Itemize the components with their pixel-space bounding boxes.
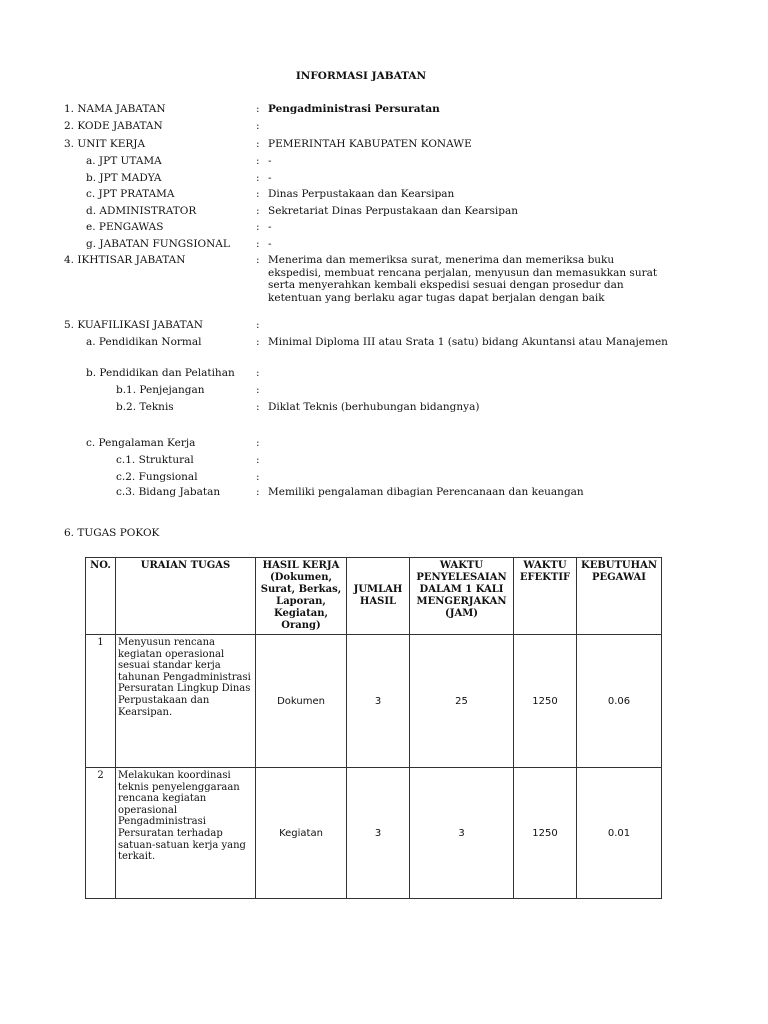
table-row — [86, 635, 662, 768]
field-value: Menerima dan memeriksa surat, menerima dan memeriksa buku ekspedisi, membuat rencana perjalan, menyusun dan memasukkan surat serta menyerahkan kembali ekspedisi sesuai dengan prosedur dan ketentuan yang berlaku agar tugas dapat berjalan dengan baik — [268, 254, 658, 304]
cell-kebutuhan-pegawai: 0.01 — [577, 768, 662, 899]
field-label: 1. NAMA JABATAN — [64, 103, 166, 115]
cell-no: 2 — [86, 768, 116, 899]
field-label: 4. IKHTISAR JABATAN — [64, 254, 186, 266]
field-colon: : — [256, 103, 260, 115]
field-label: b. JPT MADYA — [86, 172, 162, 184]
field-colon: : — [256, 238, 260, 250]
field-label: c.2. Fungsional — [116, 471, 198, 483]
field-colon: : — [256, 221, 260, 233]
field-value: Dinas Perpustakaan dan Kearsipan — [268, 188, 455, 200]
header-no: NO. — [86, 558, 116, 635]
field-colon: : — [256, 336, 260, 348]
header-jumlah-hasil: JUMLAH HASIL — [347, 558, 410, 635]
field-label: c. Pengalaman Kerja — [86, 437, 196, 449]
field-label: 2. KODE JABATAN — [64, 120, 163, 132]
field-label: d. ADMINISTRATOR — [86, 205, 197, 217]
field-colon: : — [256, 367, 260, 379]
cell-hasil-kerja: Kegiatan — [256, 768, 347, 899]
field-colon: : — [256, 205, 260, 217]
cell-waktu-efektif: 1250 — [514, 635, 577, 768]
field-value: Sekretariat Dinas Perpustakaan dan Kearsipan — [268, 205, 518, 217]
field-label: e. PENGAWAS — [86, 221, 164, 233]
field-colon: : — [256, 172, 260, 184]
table-row — [86, 768, 662, 899]
field-colon: : — [256, 471, 260, 483]
section-heading: 6. TUGAS POKOK — [64, 527, 160, 539]
field-label: 5. KUAFILIKASI JABATAN — [64, 319, 203, 331]
field-colon: : — [256, 486, 260, 498]
field-value: Memiliki pengalaman dibagian Perencanaan dan keuangan — [268, 486, 584, 498]
field-value: Pengadministrasi Persuratan — [268, 103, 440, 115]
field-colon: : — [256, 401, 260, 413]
table-header-row — [86, 558, 662, 635]
cell-waktu-penyelesaian: 3 — [410, 768, 514, 899]
field-value: - — [268, 238, 272, 250]
cell-jumlah-hasil: 3 — [347, 768, 410, 899]
field-colon: : — [256, 188, 260, 200]
tugas-pokok-table — [85, 557, 662, 899]
header-hasil-kerja: HASIL KERJA (Dokumen, Surat, Berkas, Laporan, Kegiatan, Orang) — [256, 558, 347, 635]
field-value: - — [268, 221, 272, 233]
field-label: 3. UNIT KERJA — [64, 138, 146, 150]
field-value: - — [268, 172, 272, 184]
field-label: b. Pendidikan dan Pelatihan — [86, 367, 235, 379]
cell-uraian-tugas: Menyusun rencana kegiatan operasional sesuai standar kerja tahunan Pengadministrasi Persuratan Lingkup Dinas Perpustakaan dan Kearsipan. — [116, 635, 256, 768]
cell-uraian-tugas: Melakukan koordinasi teknis penyelenggaraan rencana kegiatan operasional Pengadministrasi Persuratan terhadap satuan-satuan kerja yang terkait. — [116, 768, 256, 899]
field-label: b.2. Teknis — [116, 401, 174, 413]
header-waktu-efektif: WAKTU EFEKTIF — [514, 558, 577, 635]
field-colon: : — [256, 454, 260, 466]
document-title: INFORMASI JABATAN — [295, 70, 427, 82]
cell-kebutuhan-pegawai: 0.06 — [577, 635, 662, 768]
field-label: c.3. Bidang Jabatan — [116, 486, 221, 498]
field-label: c. JPT PRATAMA — [86, 188, 175, 200]
field-label: b.1. Penjejangan — [116, 384, 205, 396]
header-kebutuhan-pegawai: KEBUTUHAN PEGAWAI — [577, 558, 662, 635]
field-value: Diklat Teknis (berhubungan bidangnya) — [268, 401, 480, 413]
field-label: a. JPT UTAMA — [86, 155, 162, 167]
field-value: PEMERINTAH KABUPATEN KONAWE — [268, 138, 472, 150]
cell-no: 1 — [86, 635, 116, 768]
field-colon: : — [256, 384, 260, 396]
cell-waktu-efektif: 1250 — [514, 768, 577, 899]
field-colon: : — [256, 319, 260, 331]
cell-waktu-penyelesaian: 25 — [410, 635, 514, 768]
field-colon: : — [256, 155, 260, 167]
field-colon: : — [256, 138, 260, 150]
cell-jumlah-hasil: 3 — [347, 635, 410, 768]
header-waktu-penyelesaian: WAKTU PENYELESAIAN DALAM 1 KALI MENGERJAKAN (JAM) — [410, 558, 514, 635]
field-label: g. JABATAN FUNGSIONAL — [86, 238, 230, 250]
field-label: a. Pendidikan Normal — [86, 336, 202, 348]
header-uraian-tugas: URAIAN TUGAS — [116, 558, 256, 635]
field-value: Minimal Diploma III atau Srata 1 (satu) bidang Akuntansi atau Manajemen — [268, 336, 668, 348]
field-colon: : — [256, 437, 260, 449]
cell-hasil-kerja: Dokumen — [256, 635, 347, 768]
field-label: c.1. Struktural — [116, 454, 194, 466]
field-value: - — [268, 155, 272, 167]
field-colon: : — [256, 254, 260, 266]
field-colon: : — [256, 120, 260, 132]
